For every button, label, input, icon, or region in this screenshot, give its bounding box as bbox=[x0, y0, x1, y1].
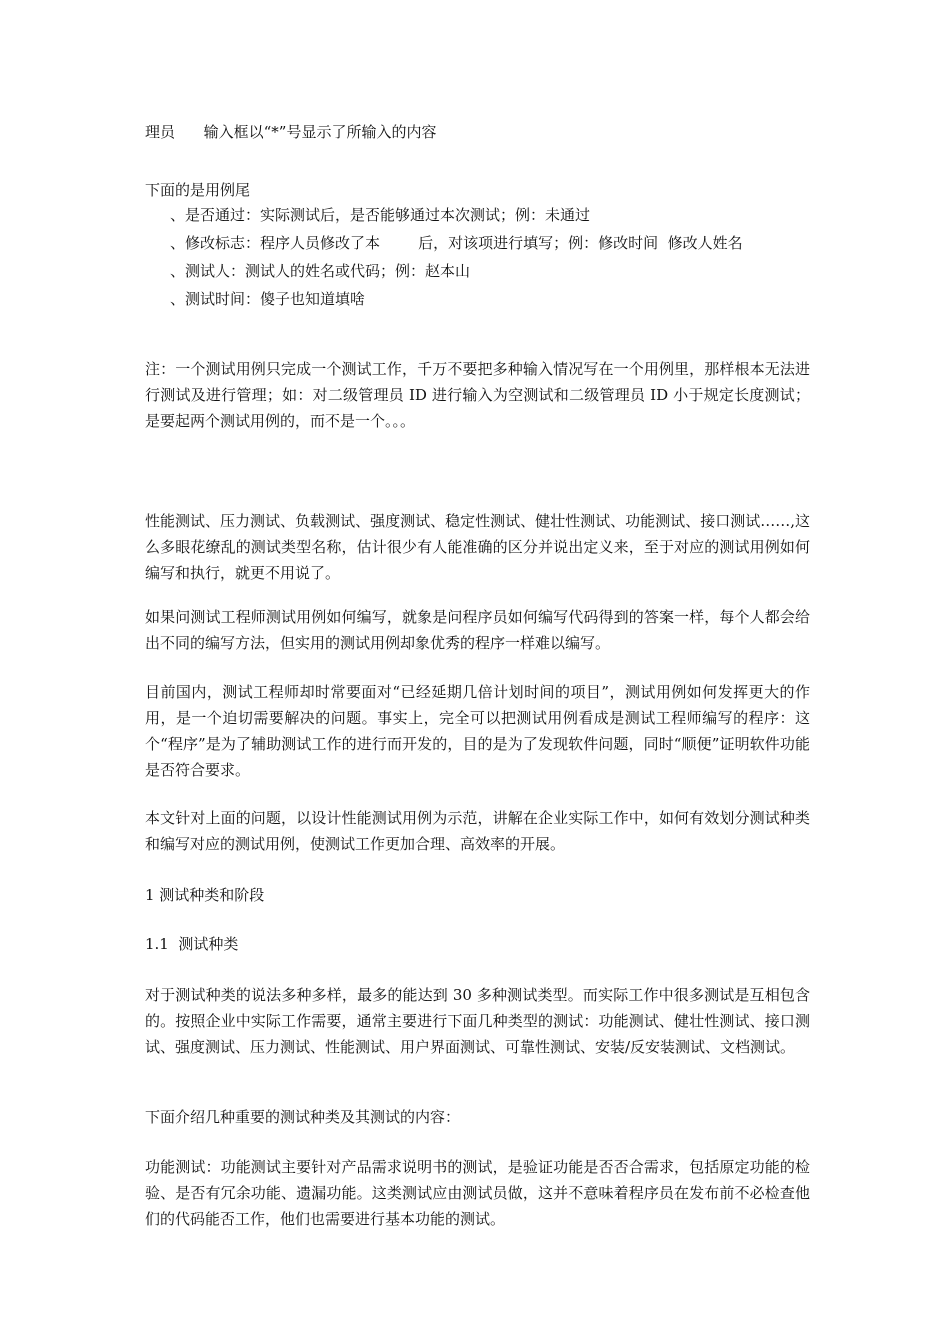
tail-item: 、修改标志：程序人员修改了本 后，对该项进行填写；例：修改时间 修改人姓名 bbox=[170, 234, 743, 252]
paragraph-intro: 下面介绍几种重要的测试种类及其测试的内容： bbox=[145, 1108, 461, 1126]
note-paragraph: 注：一个测试用例只完成一个测试工作，千万不要把多种输入情况写在一个用例里，那样根本无法进行测试及进行管理；如：对二级管理员 ID 进行输入为空测试和二级管理员 ID 小于规定长度测试；是要起两个测试用例的，而不是一个。。。 bbox=[145, 360, 810, 430]
paragraph: 功能测试：功能测试主要针对产品需求说明书的测试，是验证功能是否否合需求，包括原定功能的检验、是否有冗余功能、遗漏功能。这类测试应由测试员做，这并不意味着程序员在发布前不必检查他们的代码能否工作，他们也需要进行基本功能的测试。 bbox=[145, 1158, 810, 1228]
section-heading: 1 测试种类和阶段 bbox=[145, 886, 265, 904]
subsection-heading: 1.1 测试种类 bbox=[145, 935, 239, 953]
tail-item: 、是否通过：实际测试后，是否能够通过本次测试；例：未通过 bbox=[170, 206, 591, 224]
text-line-top: 理员 输入框以“*”号显示了所输入的内容 bbox=[145, 123, 437, 141]
tail-item: 、测试时间：傻子也知道填啥 bbox=[170, 290, 366, 308]
paragraph: 本文针对上面的问题，以设计性能测试用例为示范，讲解在企业实际工作中，如何有效划分测试种类和编写对应的测试用例，使测试工作更加合理、高效率的开展。 bbox=[145, 809, 810, 853]
tail-heading: 下面的是用例尾 bbox=[145, 181, 251, 199]
paragraph: 目前国内，测试工程师却时常要面对“已经延期几倍计划时间的项目”，测试用例如何发挥更大的作用，是一个迫切需要解决的问题。事实上，完全可以把测试用例看成是测试工程师编写的程序：这个“程序”是为了辅助测试工作的进行而开发的，目的是为了发现软件问题，同时“顺便”证明软件功能是否符合要求。 bbox=[145, 683, 810, 779]
paragraph: 如果问测试工程师测试用例如何编写，就象是问程序员如何编写代码得到的答案一样，每个人都会给出不同的编写方法，但实用的测试用例却象优秀的程序一样难以编写。 bbox=[145, 608, 810, 652]
tail-item: 、测试人：测试人的姓名或代码；例：赵本山 bbox=[170, 262, 471, 280]
paragraph: 性能测试、压力测试、负载测试、强度测试、稳定性测试、健壮性测试、功能测试、接口测试……,这么多眼花缭乱的测试类型名称，估计很少有人能准确的区分并说出定义来，至于对应的测试用例如何编写和执行，就更不用说了。 bbox=[145, 512, 810, 582]
paragraph: 对于测试种类的说法多种多样，最多的能达到 30 多种测试类型。而实际工作中很多测试是互相包含的。按照企业中实际工作需要，通常主要进行下面几种类型的测试：功能测试、健壮性测试、接口测试、强度测试、压力测试、性能测试、用户界面测试、可靠性测试、安装/反安装测试、文档测试。 bbox=[145, 986, 810, 1056]
